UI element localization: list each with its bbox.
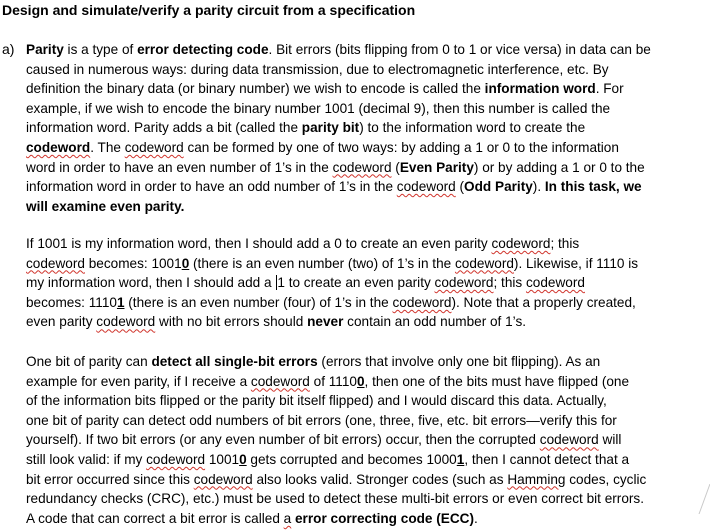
text-run: information word. Parity adds a bit (called the xyxy=(26,120,302,136)
spellcheck-word: codeword xyxy=(250,373,310,389)
text-line xyxy=(26,158,710,178)
text-run: also looks valid. Stronger codes (such as xyxy=(252,471,508,487)
bold-text: In this task, we xyxy=(544,179,642,195)
spellcheck-word: codeword xyxy=(539,432,599,448)
bold-text: parity bit xyxy=(301,120,360,136)
bold-text: 1 xyxy=(456,451,465,467)
spellcheck-word: codeword xyxy=(454,255,514,271)
text-run: my information word, then I should add a xyxy=(26,275,276,291)
document-title: Design and simulate/verify a parity circuit from a specification xyxy=(2,2,416,18)
text-run: . Bit errors (bits flipping from 0 to 1 or vice versa) in data can be xyxy=(268,42,651,57)
text-line xyxy=(26,293,710,313)
text-run: 1 xyxy=(277,275,285,291)
text-run: . xyxy=(474,510,478,526)
text-run: becomes: 1110 xyxy=(26,294,117,310)
text-line xyxy=(26,470,710,490)
text-line xyxy=(26,312,710,332)
text-run: even parity xyxy=(26,314,97,330)
spellcheck-word: codeword xyxy=(434,275,494,291)
text-run: ). xyxy=(532,179,545,195)
text-run: (there is an even number (two) of 1’s in the xyxy=(189,255,455,271)
bold-text: 0 xyxy=(356,373,365,389)
text-run: ) or by adding a 1 or 0 to the xyxy=(473,159,645,175)
text-run: ; this xyxy=(550,236,580,251)
text-run: still look valid: if my xyxy=(26,451,147,467)
text-line xyxy=(26,509,710,529)
text-run: A code that can correct a bit error is called xyxy=(26,510,284,526)
spellcheck-word: codeword xyxy=(332,159,392,175)
paragraph-parity-definition xyxy=(26,40,710,216)
spellcheck-word: a xyxy=(283,510,292,526)
text-line xyxy=(26,450,710,470)
text-run: information word in order to have an odd number of 1’s in the xyxy=(26,179,397,195)
text-run: caused in numerous ways: during data transmission, due to electromagnetic interference, etc. By xyxy=(26,61,609,77)
text-run: to create an even parity xyxy=(284,275,435,291)
text-line xyxy=(26,40,710,60)
paragraph-error-detection xyxy=(26,352,710,528)
text-run: of 1110 xyxy=(309,373,357,389)
bold-text: 0 xyxy=(181,255,190,271)
text-run: contain an odd number of 1’s. xyxy=(343,314,527,330)
bold-text: error correcting code (ECC) xyxy=(295,510,475,526)
text-run: ). Note that a properly created, xyxy=(451,294,636,310)
text-run: . For xyxy=(595,81,624,97)
text-line xyxy=(26,197,710,217)
spellcheck-word: codeword xyxy=(193,471,253,487)
spellcheck-word: codeword xyxy=(392,294,452,310)
text-run: ( xyxy=(391,159,400,175)
text-run: yourself). If two bit errors (or any even number of bit errors) occur, then the corrupted xyxy=(26,432,540,448)
list-item-marker: a) xyxy=(2,41,15,57)
text-run: codes, cyclic xyxy=(565,471,647,487)
text-run: redundancy checks (CRC), etc.) must be used to detect these multi-bit errors or even correct bit errors. xyxy=(26,491,644,507)
text-run: 1001 xyxy=(205,451,240,467)
text-line xyxy=(26,79,710,99)
text-run: One bit of parity can xyxy=(26,354,152,369)
text-line xyxy=(26,118,710,138)
bold-text: will examine even parity. xyxy=(26,198,185,214)
text-line xyxy=(26,99,710,119)
text-line xyxy=(26,391,710,411)
text-line xyxy=(26,138,710,158)
text-line xyxy=(26,254,710,274)
text-run: is a type of xyxy=(63,42,138,57)
text-run: can be formed by one of two ways: by adding a 1 or 0 to the information xyxy=(183,139,619,155)
text-line xyxy=(26,372,710,392)
text-run: gets corrupted and becomes 1000 xyxy=(246,451,457,467)
text-run: becomes: 1001 xyxy=(84,255,182,271)
bold-text: Parity xyxy=(26,42,64,57)
spellcheck-word: codeword xyxy=(146,451,206,467)
text-run: , then I cannot detect that a xyxy=(464,451,630,467)
text-run: example, if we wish to encode the binary number 1001 (decimal 9), then this number is called the xyxy=(26,100,611,116)
text-run: . The xyxy=(90,139,125,155)
bold-text: Even Parity xyxy=(399,159,474,175)
spellcheck-word: Hamming xyxy=(507,471,566,487)
text-run: ). Likewise, if 1110 is xyxy=(513,255,639,271)
text-run: of the information bits flipped or the parity bit itself flipped) and I would discard this data. Actually, xyxy=(26,393,607,409)
text-run: word in order to have an even number of 1’s in the xyxy=(26,159,333,175)
text-run: bit error occurred since this xyxy=(26,471,194,487)
text-run: (errors that involve only one bit flipping). As an xyxy=(317,354,601,369)
text-run: ( xyxy=(455,179,465,195)
text-run: will xyxy=(598,432,622,448)
text-run: ; this xyxy=(493,275,526,291)
text-line xyxy=(26,489,710,509)
bold-text: error detecting code xyxy=(137,42,269,57)
text-line xyxy=(26,60,710,80)
spellcheck-word: codeword xyxy=(26,255,85,271)
text-run: one bit of parity can detect odd numbers of bit errors (one, three, five, etc. bit errors—verify this for xyxy=(26,412,617,428)
paragraph-even-parity-example xyxy=(26,234,710,332)
text-line xyxy=(26,273,710,293)
bold-text: Odd Parity xyxy=(464,179,533,195)
bold-text: 1 xyxy=(116,294,125,310)
spellcheck-word: codeword xyxy=(96,314,156,330)
text-line xyxy=(26,177,710,197)
bold-text: 0 xyxy=(239,451,247,467)
text-run: ) to the information word to create the xyxy=(359,120,586,136)
spellcheck-word: codeword xyxy=(396,179,456,195)
text-run: with no bit errors should xyxy=(155,314,308,330)
text-line xyxy=(26,352,710,372)
bold-text: detect all single-bit errors xyxy=(151,354,318,369)
text-line xyxy=(26,411,710,431)
text-run: If 1001 is my information word, then I should add a 0 to create an even parity xyxy=(26,236,492,251)
text-run: definition the binary data (or binary number) we wish to encode is called the xyxy=(26,81,485,97)
text-line xyxy=(26,430,710,450)
spellcheck-word: codeword xyxy=(124,139,184,155)
text-run: example for even parity, if I receive a xyxy=(26,373,251,389)
text-run: (there is an even number (four) of 1’s in the xyxy=(124,294,393,310)
spellcheck-word: codeword xyxy=(26,139,91,155)
spellcheck-word: codeword xyxy=(491,236,551,251)
spellcheck-word: codeword xyxy=(525,275,585,291)
bold-text: never xyxy=(307,314,344,330)
bold-text: information word xyxy=(484,81,596,97)
text-line xyxy=(26,234,710,254)
text-run: , then one of the bits must have flipped (one xyxy=(364,373,630,389)
